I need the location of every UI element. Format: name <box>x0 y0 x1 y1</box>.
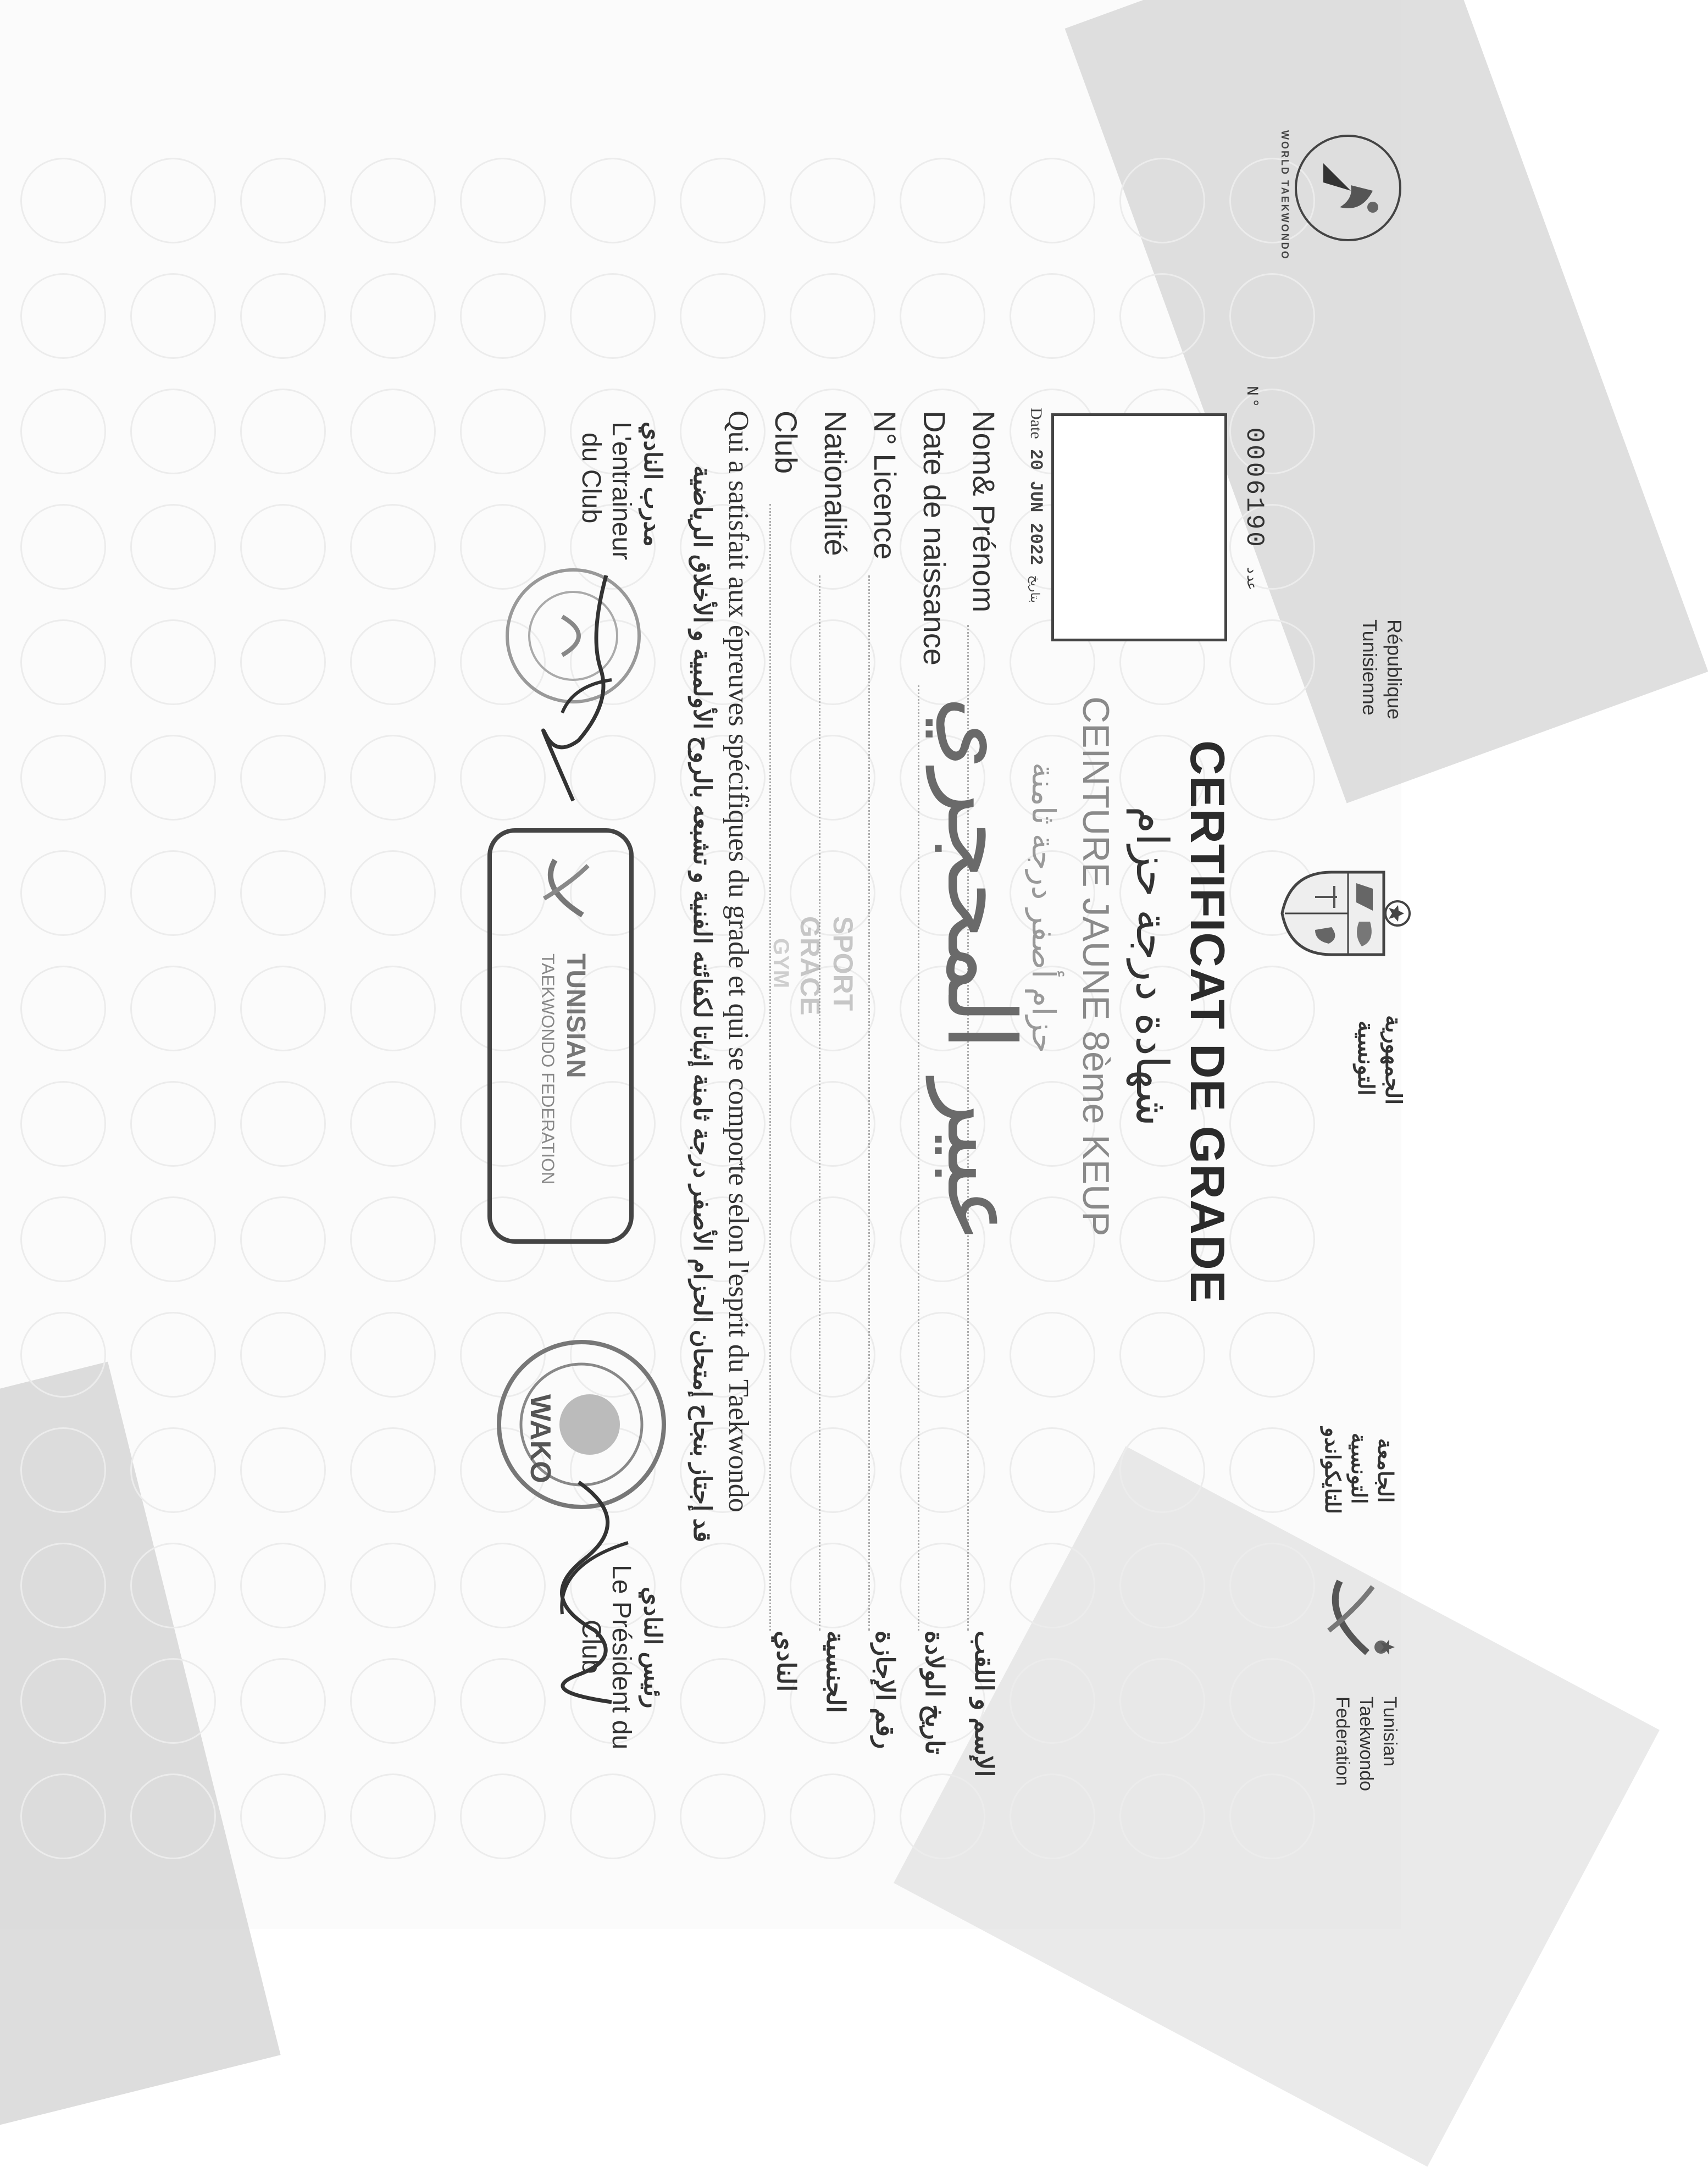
watermark-circle <box>350 389 436 474</box>
statement-ar: قد إجتاز بنجاح إمتحان الحزام الأصفر درجة ثامنة إثباتا لكفائته الفنية و تشبعه بالروح الأولمبية و الأخلاق الرياضية <box>689 465 716 1543</box>
certificate-title-fr: CERTIFICAT DE GRADE <box>1180 740 1235 1304</box>
watermark-circle <box>460 1773 546 1859</box>
watermark-circle <box>680 1658 766 1744</box>
watermark-circle <box>240 1658 326 1744</box>
watermark-circle <box>350 158 436 243</box>
grade-certificate <box>0 48 1436 1861</box>
watermark-circle <box>350 1773 436 1859</box>
watermark-circle <box>240 1543 326 1628</box>
watermark-circle <box>350 735 436 821</box>
watermark-circle <box>790 1081 875 1167</box>
watermark-circle <box>240 966 326 1051</box>
republic-ar-line-1: الجمهورية <box>1381 1015 1405 1105</box>
number-prefix: N° <box>1242 386 1261 411</box>
watermark-circle <box>1229 1543 1315 1628</box>
field-label-ar: الجنسية <box>822 1631 850 1713</box>
watermark-circle <box>680 1543 766 1628</box>
watermark-circle <box>570 158 656 243</box>
watermark-circle <box>130 1427 216 1513</box>
watermark-circle <box>350 273 436 359</box>
watermark-circle <box>1229 1773 1315 1859</box>
watermark-circle <box>130 735 216 821</box>
watermark-circle <box>20 1543 106 1628</box>
republic-fr-line-1: République <box>1383 619 1406 720</box>
watermark-circle <box>790 735 875 821</box>
date-label: Date <box>1027 408 1045 439</box>
watermark-circle <box>1229 966 1315 1051</box>
watermark-circle <box>130 619 216 705</box>
photo-box <box>1051 413 1227 641</box>
watermark-circle <box>130 389 216 474</box>
watermark-circle <box>1119 273 1205 359</box>
watermark-circle <box>20 158 106 243</box>
federation-stamp <box>487 828 634 1244</box>
watermark-circle <box>20 1773 106 1859</box>
watermark-circle <box>130 1312 216 1398</box>
watermark-circle <box>790 158 875 243</box>
president-ar-label: رئيس النادي <box>639 1587 666 1709</box>
president-fr-line-2: Club <box>576 1620 606 1674</box>
watermark-circle <box>1010 1773 1095 1859</box>
watermark-circle <box>1119 1312 1205 1398</box>
federation-ar-line-1: الجامعة <box>1373 1438 1396 1503</box>
watermark-circle <box>350 619 436 705</box>
field-dotted-line <box>868 575 870 1631</box>
watermark-circle <box>240 158 326 243</box>
watermark-circle <box>130 158 216 243</box>
federation-en-line-1: Tunisian <box>1379 1697 1400 1767</box>
watermark-circle <box>20 504 106 590</box>
watermark-circle <box>20 273 106 359</box>
tunisia-coat-of-arms-emblem <box>1277 850 1414 977</box>
watermark-circle <box>460 158 546 243</box>
watermark-circle <box>350 1312 436 1398</box>
watermark-circle <box>130 1773 216 1859</box>
field-label-fr: Nom& Prénom <box>967 411 1001 613</box>
watermark-circle <box>240 1196 326 1282</box>
federation-ar-line-2: التونسية <box>1347 1433 1370 1504</box>
watermark-circle <box>900 273 985 359</box>
watermark-circle <box>790 619 875 705</box>
watermark-circle <box>1229 1081 1315 1167</box>
watermark-circle <box>240 1773 326 1859</box>
watermark-circle <box>350 1658 436 1744</box>
issue-date <box>1025 408 1046 603</box>
watermark-circle <box>350 1081 436 1167</box>
name-handwritten-value: عبير المحجري <box>926 696 1035 1244</box>
watermark-circle <box>240 1081 326 1167</box>
watermark-circle <box>1119 1427 1205 1513</box>
watermark-circle <box>350 1427 436 1513</box>
watermark-circle <box>130 1196 216 1282</box>
watermark-circle <box>240 1427 326 1513</box>
watermark-circle <box>460 1658 546 1744</box>
watermark-circle <box>680 158 766 243</box>
coach-signature <box>529 570 623 806</box>
watermark-circle <box>130 273 216 359</box>
watermark-circle <box>20 1196 106 1282</box>
watermark-circle <box>900 1312 985 1398</box>
watermark-circle <box>1119 158 1205 243</box>
watermark-circle <box>240 735 326 821</box>
statement-fr: Qui a satisfait aux épreuves spécifiques du grade et qui se comporte selon l'esprit du Taekwondo <box>723 411 754 1512</box>
club-stamp-line-1: SPORT <box>828 916 858 1011</box>
watermark-circle <box>130 1658 216 1744</box>
watermark-circle <box>570 1773 656 1859</box>
date-ar-label: بتاريخ <box>1028 575 1042 603</box>
watermark-circle <box>240 850 326 936</box>
watermark-circle <box>20 735 106 821</box>
date-value: 20 JUN 2022 <box>1025 448 1046 566</box>
watermark-circle <box>350 1196 436 1282</box>
field-dotted-line <box>918 685 919 1631</box>
watermark-circle <box>1229 273 1315 359</box>
field-label-fr: Club <box>769 411 803 474</box>
watermark-circle <box>130 1543 216 1628</box>
watermark-circle <box>790 1427 875 1513</box>
club-stamp-line-3: GYM <box>769 938 793 989</box>
certificate-title-ar: شهادة درجة حزام <box>1128 806 1177 1127</box>
watermark-circle <box>240 273 326 359</box>
federation-en-line-3: Federation <box>1332 1697 1353 1786</box>
watermark-circle <box>570 273 656 359</box>
watermark-circle <box>1229 619 1315 705</box>
watermark-circle <box>1010 1312 1095 1398</box>
watermark-circle <box>900 1427 985 1513</box>
watermark-circle <box>20 1081 106 1167</box>
watermark-circle <box>790 1773 875 1859</box>
watermark-circle <box>1010 1658 1095 1744</box>
president-fr-line-1: Le Président du <box>607 1565 636 1750</box>
watermark-circle <box>1229 735 1315 821</box>
watermark-circle <box>1010 1543 1095 1628</box>
watermark-circle <box>1119 1773 1205 1859</box>
watermark-circle <box>1010 158 1095 243</box>
watermark-circle <box>240 619 326 705</box>
federation-stamp-line-2: TAEKWONDO FEDERATION <box>538 954 558 1185</box>
watermark-circle <box>350 1543 436 1628</box>
number-ar-label: عدد <box>1243 566 1258 590</box>
watermark-circle <box>130 504 216 590</box>
watermark-circle <box>1229 1312 1315 1398</box>
watermark-circle <box>460 1543 546 1628</box>
tunisian-taekwondo-federation-logo <box>1307 1565 1406 1669</box>
watermark-circle <box>1229 1658 1315 1744</box>
watermark-circle <box>1229 1196 1315 1282</box>
watermark-circle <box>790 1196 875 1282</box>
number-value: 0006190 <box>1240 427 1268 549</box>
watermark-circle <box>130 1081 216 1167</box>
federation-stamp-line-1: TUNISIAN <box>561 954 590 1078</box>
watermark-circle <box>350 850 436 936</box>
club-gym-stamp <box>749 905 859 1070</box>
club-stamp-line-2: GRACE <box>795 916 825 1016</box>
field-label-ar: تاريخ الولادة <box>920 1631 949 1755</box>
field-label-ar: رقم الإجازة <box>871 1631 900 1749</box>
field-label-ar: النادي <box>772 1631 801 1692</box>
watermark-circle <box>350 504 436 590</box>
republic-fr-line-2: Tunisienne <box>1358 619 1381 716</box>
world-taekwondo-text: WORLD TAEKWONDO <box>1279 130 1290 261</box>
watermark-circle <box>20 850 106 936</box>
watermark-circle <box>20 1312 106 1398</box>
watermark-circle <box>20 1658 106 1744</box>
watermark-circle <box>20 389 106 474</box>
watermark-circle <box>240 389 326 474</box>
coach-ar-label: مدرب النادي <box>639 422 666 547</box>
coach-fr-line-2: du Club <box>576 433 606 524</box>
watermark-circle <box>460 273 546 359</box>
federation-en-line-2: Taekwondo <box>1356 1697 1377 1792</box>
field-label-ar: الإسم و اللقب <box>970 1631 999 1777</box>
watermark-circle <box>130 850 216 936</box>
watermark-circle <box>240 504 326 590</box>
field-dotted-line <box>819 575 820 1631</box>
watermark-circle <box>350 966 436 1051</box>
watermark-circle <box>900 1773 985 1859</box>
watermark-circle <box>130 966 216 1051</box>
watermark-circle <box>240 1312 326 1398</box>
field-label-fr: N° Licence <box>868 411 902 560</box>
watermark-circle <box>1010 1427 1095 1513</box>
federation-ar-line-3: للتايكواندو <box>1321 1427 1344 1514</box>
watermark-circle <box>1119 1658 1205 1744</box>
wako-stamp-text: WAKO <box>524 1394 556 1483</box>
watermark-circle <box>1119 1543 1205 1628</box>
watermark-circle <box>790 273 875 359</box>
certificate-number <box>1240 386 1268 590</box>
coach-fr-line-1: L'entraineur <box>607 422 636 560</box>
watermark-circle <box>680 1773 766 1859</box>
watermark-circle <box>20 619 106 705</box>
world-taekwondo-logo <box>1290 130 1406 246</box>
watermark-circle <box>900 1543 985 1628</box>
watermark-circle <box>680 273 766 359</box>
field-label-fr: Nationalité <box>818 411 853 556</box>
watermark-circle <box>790 1543 875 1628</box>
watermark-circle <box>460 389 546 474</box>
watermark-circle <box>1229 1427 1315 1513</box>
watermark-circle <box>1010 273 1095 359</box>
watermark-circle <box>900 158 985 243</box>
watermark-circle <box>20 1427 106 1513</box>
watermark-circle <box>20 966 106 1051</box>
field-label-fr: Date de naissance <box>917 411 952 666</box>
certificate-subtitle-ar: حزام أصفر درجة ثامنة <box>1025 762 1061 1054</box>
republic-ar-line-2: التونسية <box>1354 1021 1378 1096</box>
watermark-circle <box>790 1312 875 1398</box>
certificate-subtitle-fr: CEINTURE JAUNE 8ème KEUP <box>1075 696 1117 1237</box>
